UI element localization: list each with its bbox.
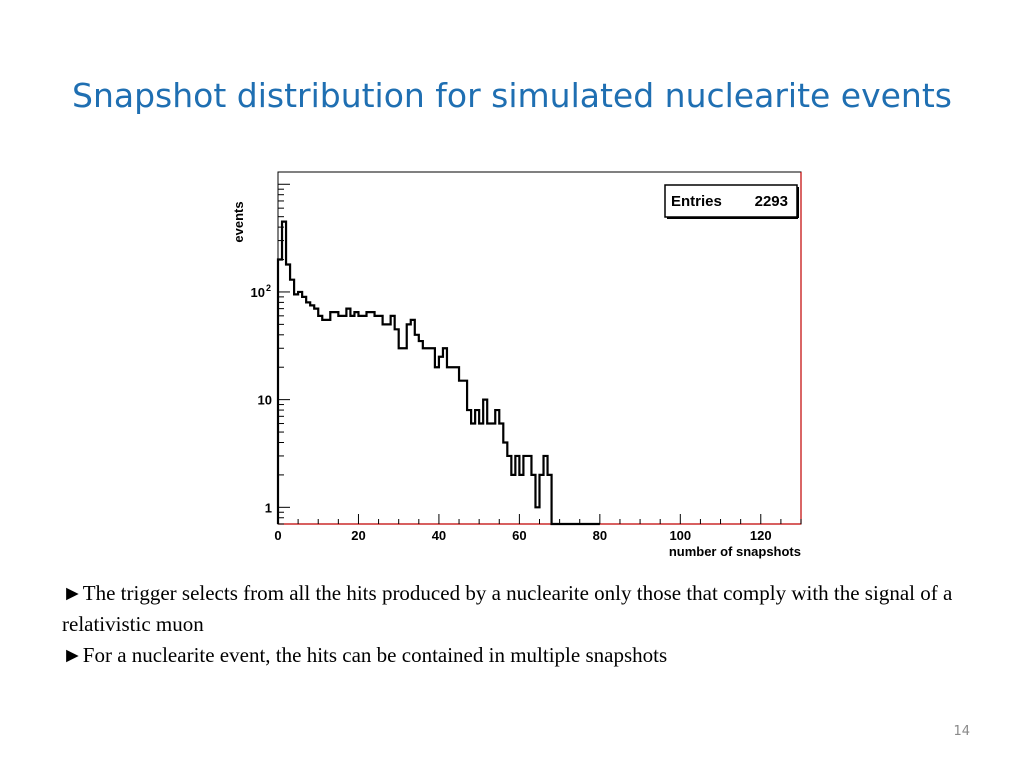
x-tick-label: 80 [592, 528, 608, 543]
bullet-list [62, 578, 967, 671]
x-tick-label: 120 [749, 528, 772, 543]
bullet-item-1: ►The trigger selects from all the hits produced by a nuclearite only those that comply with the signal of a relativistic muon [62, 581, 953, 636]
x-axis-label: number of snapshots [668, 544, 801, 559]
y-tick-label: 10 [250, 284, 265, 300]
slide-title: Snapshot distribution for simulated nuclearite events [72, 76, 952, 115]
x-tick-labels [274, 528, 771, 543]
y-tick-labels [251, 283, 272, 515]
x-tick-label: 40 [431, 528, 447, 543]
y-tick-label: 1 [264, 500, 272, 516]
stats-entries-label: Entries [671, 193, 722, 210]
x-tick-label: 60 [512, 528, 527, 543]
y-tick-label: 10 [257, 392, 272, 408]
x-tick-label: 20 [351, 528, 366, 543]
plot-frame [278, 172, 801, 524]
page-number: 14 [953, 724, 970, 739]
stats-entries-value: 2293 [754, 193, 788, 210]
x-tick-label: 0 [274, 528, 282, 543]
x-tick-label: 100 [669, 528, 692, 543]
y-axis-label: events [231, 201, 246, 243]
histogram-chart [225, 160, 815, 560]
bullet-item-2: ►For a nuclearite event, the hits can be contained in multiple snapshots [62, 643, 668, 667]
histogram-svg [225, 160, 815, 560]
y-tick-exponent: 2 [266, 282, 272, 293]
